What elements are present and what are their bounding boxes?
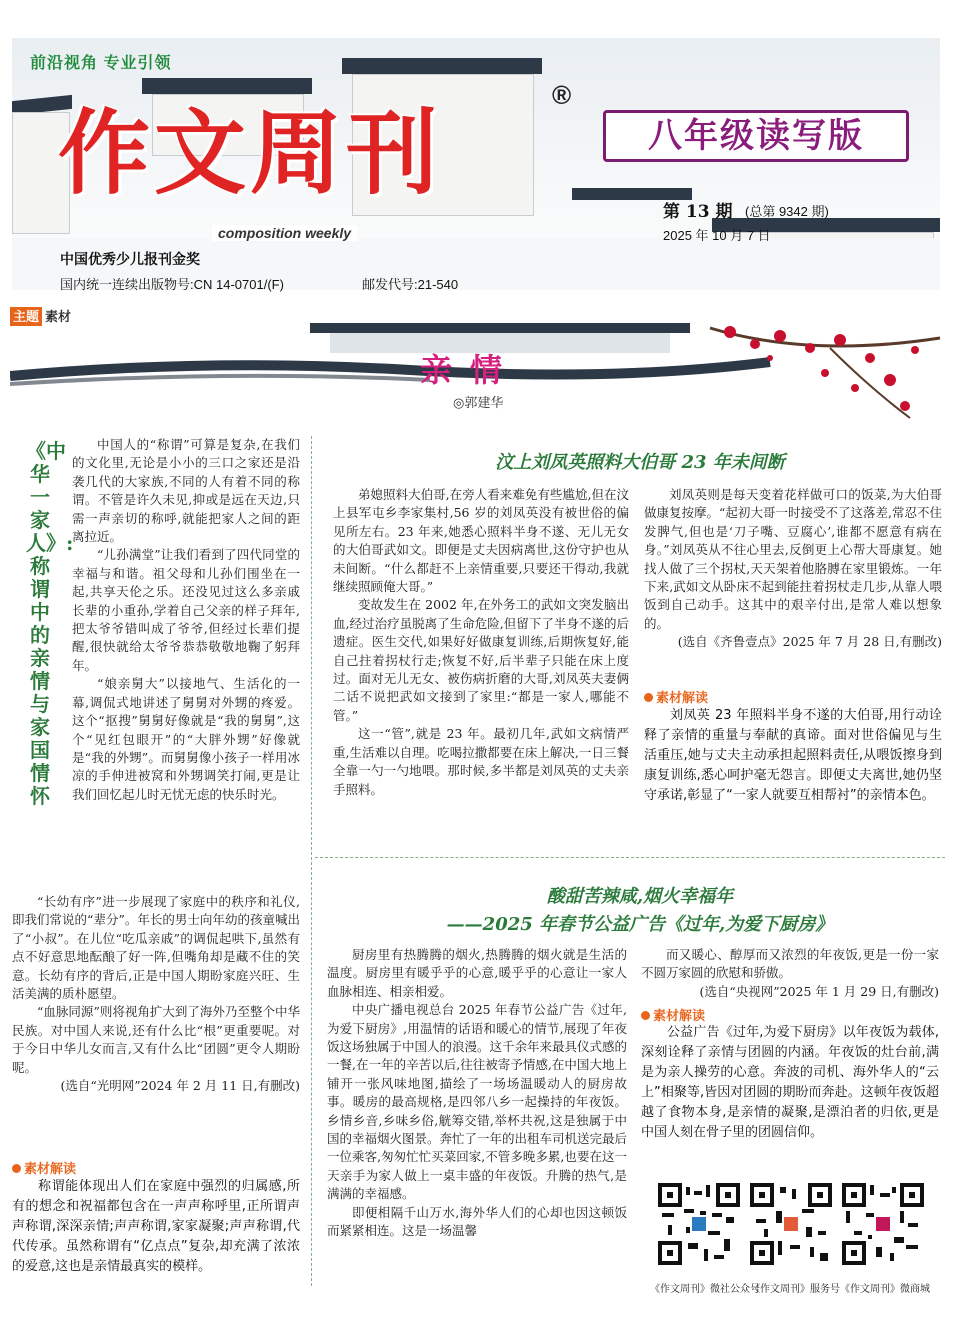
- article3-jd-label: [641, 1005, 705, 1024]
- article2-col1: [333, 486, 629, 799]
- article3-col2: [641, 946, 939, 1001]
- article2-col2: [644, 486, 942, 652]
- article2-title: 汶上刘凤英照料大伯哥 23 年未间断: [495, 452, 785, 473]
- article1-text-top: [72, 436, 300, 804]
- issue-total: (总第 9342 期): [745, 204, 829, 219]
- issue-number: 第 13 期: [663, 202, 733, 222]
- edition-badge: 八年级读写版: [603, 110, 909, 162]
- paragraph: 变故发生在 2002 年,在外务工的武如文突发脑出血,经过治疗虽脱离了生命危险,但留下了半身不遂的后遗症。医生交代,如果好好做康复训练,后期恢复好,能自己拄着拐杖行走;恢复不好,后半辈子只能在床上度过。面对无儿无女、被伤病折磨的大哥,刘凤英夫妻俩二话不说把武如文接到了家里:“都是一家人,哪能不管。”: [333, 597, 629, 723]
- paragraph: 中央广播电视总台 2025 年春节公益广告《过年,为爱下厨房》,用温情的话语和暖心的情节,展现了年夜饭这场独属于中国人的浪漫。这千余年来最具仪式感的一餐,在一年的辛苦以后,往往被寄予情感,在中国大地上铺开一张风味地图,描绘了一场场温暖动人的厨房故事。暖房的最高规格,是四邻八乡一起操持的年夜饭。乡情乡音,乡味乡俗,觥筹交错,举杯共祝,这是独属于中国的幸福烟火图景。奔忙了一年的出租车司机送完最后一位乘客,匆匆忙忙买菜回家,不管多晚多累,也要在这一天亲手为家人做上一桌丰盛的年夜饭。升腾的热气,是满满的幸福感。: [327, 1002, 628, 1202]
- article1-jd-label: [12, 1158, 76, 1177]
- article2-jd-text: [644, 706, 942, 806]
- topic-title: 亲情: [420, 351, 521, 389]
- article3-title: 酸甜苦辣咸,烟火幸福年: [546, 886, 734, 907]
- article2-jd-label: [644, 687, 708, 706]
- cn-number: 国内统一连续出版物号:CN 14-0701/(F): [60, 277, 284, 292]
- bullet-icon: [12, 1164, 21, 1173]
- logo: 作文周刊: [58, 99, 443, 207]
- paragraph: 即便相隔千山万水,海外华人们的心却也因这顿饭而紧紧相连。这是一场温馨: [327, 1204, 627, 1239]
- article1-jd-text: [12, 1177, 300, 1277]
- issue-date: 2025 年 10 月 7 日: [663, 228, 771, 243]
- paragraph: “长幼有序”进一步展现了家庭中的秩序和礼仪,即我们常说的“辈分”。年长的男士向年幼的孩童喊出了“小叔”。在儿位“吃瓜亲戚”的调侃起哄下,虽然有点不好意思地酝酿了好一阵,但嘴角却是藏不住的笑意。长幼有序的背后,正是中国人期盼家庭兴旺、生活美满的质朴愿望。: [12, 894, 300, 1002]
- section-divider: [315, 857, 945, 858]
- bullet-icon: [641, 1011, 650, 1020]
- article3-jd-text: [641, 1023, 939, 1143]
- article3-subtitle: ——2025 年春节公益广告《过年,为爱下厨房》: [446, 914, 834, 935]
- postal-code: 邮发代号:21-540: [362, 277, 459, 292]
- paragraph: 这一“管”,就是 23 年。最初几年,武如文病情严重,生活难以自理。吃喝拉撒都要在床上解决,一日三餐全靠一勺一勺地喂。那时候,多半都是刘凤英的丈夫亲手照料。: [333, 726, 629, 797]
- jd-paragraph: 称谓能体现出人们在家庭中强烈的归属感,所有的想念和祝福都包含在一声声称呼里,正所谓声声称谓,深深亲情;声声称谓,家家凝聚;声声称谓,代代传承。虽然称谓有“亿点点”复杂,却充满了浓浓的爱意,这也是亲情最真实的模样。: [12, 1179, 300, 1274]
- source: (选自《齐鲁壹点》2025 年 7 月 28 日,有删改): [677, 634, 942, 650]
- paragraph: “儿孙满堂”让我们看到了四代同堂的幸福与和谐。祖父母和儿孙们围坐在一起,共享天伦之乐。还没见过这么多亲戚长辈的小重孙,学着自己父亲的样子拜年,把太爷爷错叫成了爷爷,但经过长辈们提醒,很快就给太爷爷恭恭敬敬地鞠了躬拜年。: [72, 547, 300, 673]
- registered-mark: ®: [552, 80, 572, 110]
- article1-text-bottom: [12, 893, 300, 1095]
- paragraph: 中国人的“称谓”可算是复杂,在我们的文化里,无论是小小的三口之家还是沿袭几代的大家族,不同的人有着不同的称谓。不管是许久未见,抑或是远在天边,只需一声亲切的称呼,就能把家人之间的距离拉近。: [72, 437, 300, 545]
- qr-code-1[interactable]: [658, 1183, 740, 1265]
- qr-label-3: 《作文周刊》微商城: [840, 1284, 930, 1295]
- paragraph: 刘凤英则是每天变着花样做可口的饭菜,为大伯哥做康复按摩。“起初大哥一时接受不了这落差,常忍不住发脾气,但也是‘刀子嘴、豆腐心’,谁都不愿意有病在身。”刘凤英从不往心里去,反倒更上心帮大哥康复。她找人做了三个拐杖,天天架着他胳膊在家里锻炼。一年下来,武如文从卧床不起到能拄着拐杖走几步,从靠人喂饭到自己动手。这其中的艰辛付出,是常人难以想象的。: [644, 487, 942, 631]
- jd-paragraph: 刘凤英 23 年照料半身不遂的大伯哥,用行动诠释了亲情的重量与奉献的真谛。面对世俗偏见与生活重压,她与丈夫主动承担起照料责任,从喂饭擦身到康复训练,悉心呵护毫无怨言。即便丈夫离世,她仍坚守承诺,彰显了“一家人就要互相帮衬”的亲情本色。: [644, 708, 942, 803]
- article1-vertical-title: 《中华一家人》:称谓中的亲情与家国情怀: [26, 439, 74, 808]
- jd-label: 素材解读: [24, 1161, 77, 1176]
- slogan: 前沿视角 专业引领: [30, 55, 172, 72]
- english-name: composition weekly: [212, 225, 357, 241]
- qr-label-1: 《作文周刊》微社公众号: [650, 1284, 760, 1295]
- source: (选自“光明网”2024 年 2 月 11 日,有删改): [60, 1078, 300, 1094]
- column-divider: [311, 436, 312, 1286]
- jd-paragraph: 公益广告《过年,为爱下厨房》以年夜饭为载体,深刻诠释了亲情与团圆的内涵。年夜饭的灶台前,满是为亲人操劳的心意。奔波的司机、海外华人的“云上”相聚等,皆因对团圆的期盼而奔赴。这顿年夜饭超越了食物本身,是亲情的凝聚,是漂泊者的归依,更是中国人刻在骨子里的团圆信仰。: [641, 1025, 939, 1140]
- theme-tag-a: 主题: [10, 307, 42, 326]
- article3-col1: [327, 946, 627, 1241]
- paragraph: “血脉同源”则将视角扩大到了海外乃至整个中华民族。对中国人来说,还有什么比“根”更重要呢。对于今日中华儿女而言,又有什么比“团圆”更令人期盼呢。: [12, 1004, 300, 1075]
- jd-label: 素材解读: [656, 690, 709, 705]
- qr-label-2: 《作文周刊》服务号: [750, 1284, 840, 1295]
- paragraph: 而又暖心、醇厚而又浓烈的年夜饭,更是一份一家不圆万家圆的欣慰和骄傲。: [641, 947, 939, 981]
- theme-tag-b: 素材: [45, 309, 72, 324]
- source: (选自“央视网”2025 年 1 月 29 日,有删改): [699, 983, 939, 999]
- bullet-icon: [644, 693, 653, 702]
- paragraph: 弟媳照料大伯哥,在旁人看来难免有些尴尬,但在汶上县军屯乡李家集村,56 岁的刘凤英没有被世俗的偏见所左右。23 年来,她悉心照料半身不遂、无儿无女的大伯哥武如文。即便是丈夫因病离世,这份守护也从未间断。“什么都赶不上亲情重要,只要还干得动,我就继续照顾俺大哥。”: [333, 487, 629, 595]
- qr-code-3[interactable]: [842, 1183, 924, 1265]
- jd-label: 素材解读: [653, 1008, 706, 1023]
- paragraph: “娘亲舅大”以接地气、生活化的一幕,调侃式地讲述了舅舅对外甥的疼爱。这个“抠搜”舅舅好像就是“我的舅舅”,这个“见红包眼开”的“大胖外甥”好像就是“我的外甥”。而舅舅像小孩子一样用冰凉的手伸进被窝和外甥调笑打闹,更是让我们回忆起儿时无忧无虑的快乐时光。: [72, 676, 300, 802]
- qr-code-2[interactable]: [750, 1183, 832, 1265]
- award: 中国优秀少儿报刊金奖: [60, 251, 200, 267]
- author: ◎郭建华: [453, 396, 504, 411]
- paragraph: 厨房里有热腾腾的烟火,热腾腾的烟火就是生活的温度。厨房里有暖乎乎的心意,暖乎乎的心意让一家人血脉相连、相亲相爱。: [327, 947, 627, 999]
